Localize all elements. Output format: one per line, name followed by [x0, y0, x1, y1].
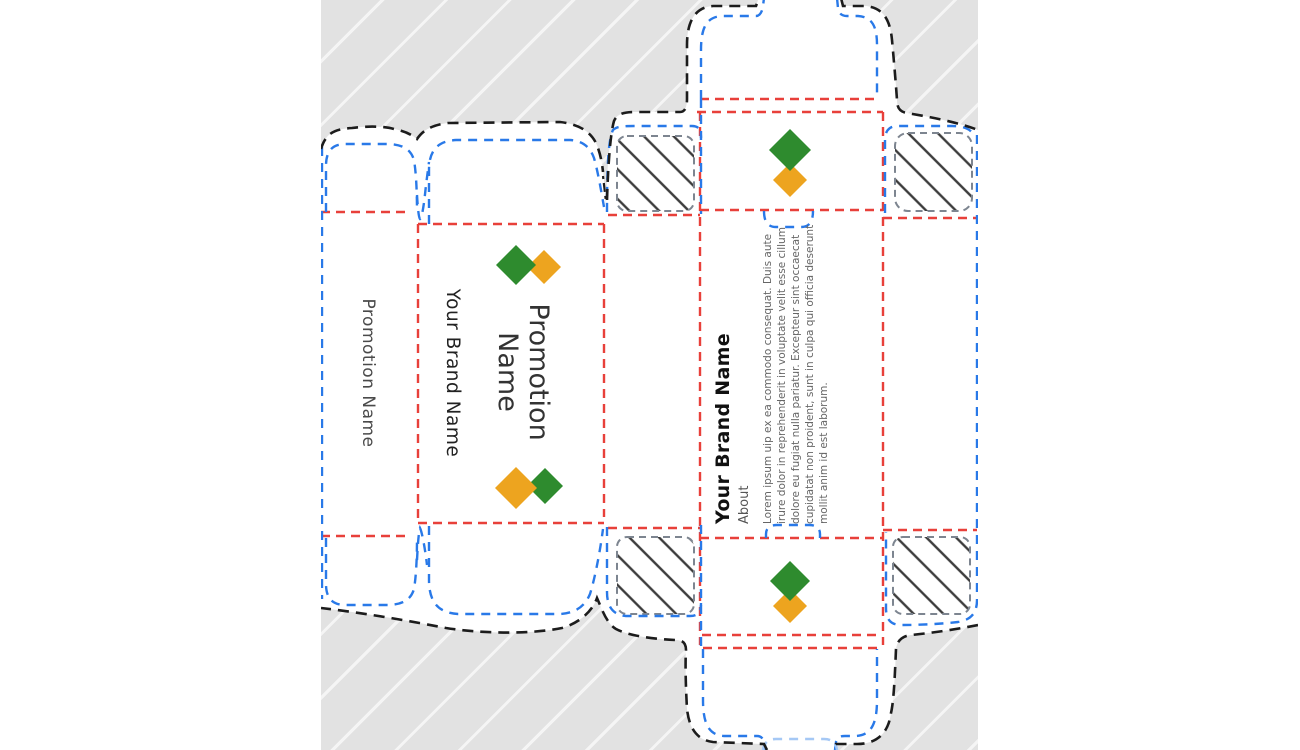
back-panel-about-label[interactable]: About	[737, 485, 752, 524]
back-panel-brand-name[interactable]: Your Brand Name	[712, 333, 734, 524]
back-panel-text-block[interactable]	[712, 224, 842, 524]
front-panel-promotion-name[interactable]: Promotion Name	[491, 303, 554, 441]
front-panel-brand-name[interactable]: Your Brand Name	[442, 288, 463, 458]
dieline-drawing	[321, 0, 978, 750]
side-panel-title[interactable]: Promotion Name	[358, 298, 378, 448]
dieline-canvas[interactable]	[321, 0, 978, 750]
back-panel-body-text[interactable]: Lorem ipsum uip ex ea commodo consequat. Duis aute irure dolor in reprehenderit in voluptate velit esse cillum dolore eu fugiat nulla pariatur. Excepteur sint occaecat cupidatat non proident, sunt in culpa qui officia deserunt mollit anim id est laborum.	[762, 224, 830, 524]
